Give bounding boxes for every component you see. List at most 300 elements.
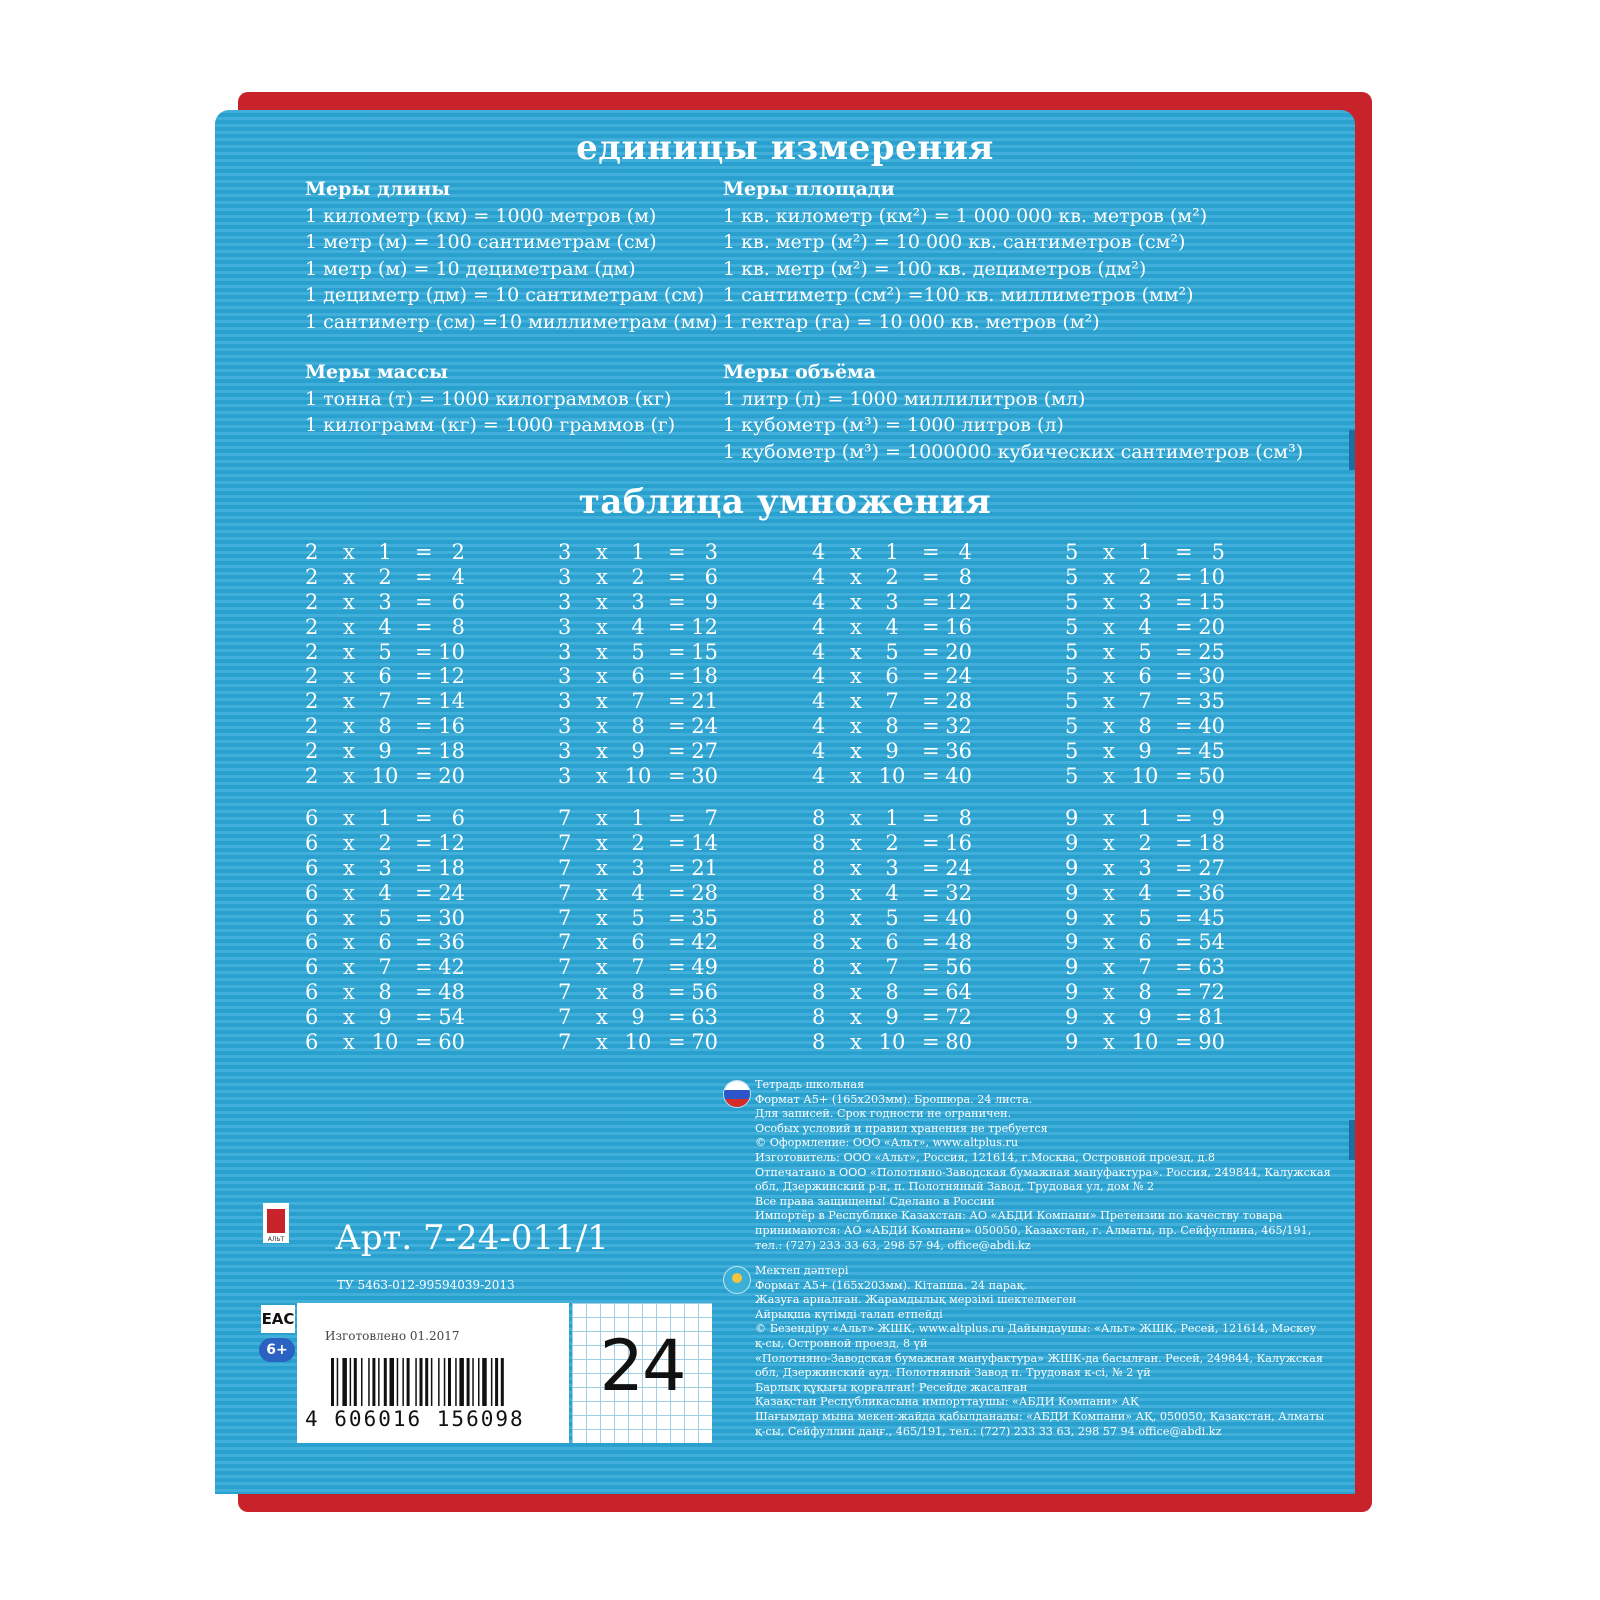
mt-factor: 9 xyxy=(1065,806,1079,830)
mt-equals: = xyxy=(1175,589,1193,614)
mt-equals: = xyxy=(668,564,686,589)
mt-times: x xyxy=(1103,540,1115,564)
mt-equals: = xyxy=(922,664,940,689)
mt-multiplier: 8 xyxy=(885,980,899,1005)
mt-multiplier: 9 xyxy=(1138,1005,1152,1030)
mt-times: x xyxy=(596,614,608,639)
mt-result: 27 xyxy=(1198,855,1225,880)
mt-times: x xyxy=(1103,714,1115,739)
mt-times: x xyxy=(343,1030,355,1055)
mt-equals: = xyxy=(668,764,686,789)
mt-result: 4 xyxy=(958,540,972,564)
mt-result: 9 xyxy=(1211,806,1225,830)
mt-times: x xyxy=(343,905,355,930)
mt-times: x xyxy=(850,905,862,930)
mt-factor: 4 xyxy=(812,589,826,614)
mt-equals: = xyxy=(1175,855,1193,880)
mt-times: x xyxy=(596,589,608,614)
mt-equals: = xyxy=(922,564,940,589)
mt-result: 6 xyxy=(451,589,465,614)
info-ru-line: Для записей. Срок годности не ограничен. xyxy=(755,1107,1012,1121)
mt-result: 30 xyxy=(438,905,465,930)
mt-times: x xyxy=(1103,614,1115,639)
mt-result: 36 xyxy=(1198,880,1225,905)
mt-factor: 8 xyxy=(812,1030,826,1055)
mt-result: 18 xyxy=(438,739,465,764)
mt-factor: 5 xyxy=(1065,540,1079,564)
mt-factor: 7 xyxy=(558,830,572,855)
mt-factor: 6 xyxy=(305,930,319,955)
mt-result: 9 xyxy=(704,589,718,614)
mt-result: 36 xyxy=(945,739,972,764)
mt-equals: = xyxy=(922,980,940,1005)
mt-times: x xyxy=(343,540,355,564)
mt-multiplier: 10 xyxy=(1131,764,1159,789)
mt-equals: = xyxy=(415,564,433,589)
mt-times: x xyxy=(850,689,862,714)
mt-result: 72 xyxy=(945,1005,972,1030)
mt-equals: = xyxy=(668,664,686,689)
length-line: 1 сантиметр (см) =10 миллиметрам (мм) xyxy=(305,310,718,333)
mt-factor: 3 xyxy=(558,614,572,639)
mt-factor: 7 xyxy=(558,880,572,905)
mt-times: x xyxy=(596,880,608,905)
mt-factor: 5 xyxy=(1065,589,1079,614)
info-ru-line: Формат А5+ (165x203мм). Брошюра. 24 листа. xyxy=(755,1092,1033,1106)
mt-result: 40 xyxy=(945,905,972,930)
info-kz-block xyxy=(755,1264,1324,1439)
mt-equals: = xyxy=(668,880,686,905)
mt-factor: 7 xyxy=(558,955,572,980)
mt-factor: 9 xyxy=(1065,930,1079,955)
mt-times: x xyxy=(850,639,862,664)
mt-equals: = xyxy=(668,739,686,764)
area-heading: Меры площади xyxy=(723,178,895,200)
area-line: 1 кв. метр (м²) = 100 кв. дециметров (дм²) xyxy=(723,257,1147,280)
mt-result: 48 xyxy=(945,930,972,955)
mt-multiplier: 8 xyxy=(631,980,645,1005)
mt-equals: = xyxy=(922,714,940,739)
kazakhstan-flag-icon xyxy=(723,1266,751,1294)
mt-factor: 5 xyxy=(1065,714,1079,739)
mt-times: x xyxy=(850,930,862,955)
mt-times: x xyxy=(596,806,608,830)
mt-times: x xyxy=(1103,589,1115,614)
mt-times: x xyxy=(850,764,862,789)
mt-times: x xyxy=(1103,1005,1115,1030)
mt-equals: = xyxy=(1175,664,1193,689)
mt-result: 54 xyxy=(1198,930,1225,955)
logo-icon xyxy=(267,1209,285,1233)
info-ru-line: © Оформление: ООО «Альт», www.altplus.ru xyxy=(755,1136,1019,1150)
mt-times: x xyxy=(850,564,862,589)
info-ru-line: обл, Дзержинский р-н, п. Полотняный Завод, Трудовая ул, дом № 2 xyxy=(755,1180,1155,1194)
mt-factor: 8 xyxy=(812,955,826,980)
mt-times: x xyxy=(1103,639,1115,664)
mt-result: 18 xyxy=(438,855,465,880)
mt-factor: 8 xyxy=(812,830,826,855)
mt-times: x xyxy=(596,540,608,564)
mt-equals: = xyxy=(922,540,940,564)
mt-result: 56 xyxy=(945,955,972,980)
mt-result: 35 xyxy=(691,905,718,930)
mt-equals: = xyxy=(668,980,686,1005)
mt-times: x xyxy=(1103,980,1115,1005)
mt-multiplier: 2 xyxy=(378,564,392,589)
mt-times: x xyxy=(850,739,862,764)
mt-multiplier: 3 xyxy=(1138,855,1152,880)
volume-heading: Меры объёма xyxy=(723,361,876,383)
mt-equals: = xyxy=(922,855,940,880)
mt-equals: = xyxy=(415,764,433,789)
mt-times: x xyxy=(1103,689,1115,714)
mt-multiplier: 3 xyxy=(1138,589,1152,614)
mt-result: 45 xyxy=(1198,739,1225,764)
mt-equals: = xyxy=(415,540,433,564)
length-block xyxy=(305,176,718,336)
mt-factor: 7 xyxy=(558,980,572,1005)
mt-factor: 8 xyxy=(812,980,826,1005)
alt-logo xyxy=(263,1203,289,1243)
mt-factor: 3 xyxy=(558,764,572,789)
mt-equals: = xyxy=(415,639,433,664)
mt-times: x xyxy=(596,980,608,1005)
article-number: Арт. 7-24-011/1 xyxy=(335,1218,609,1258)
mt-equals: = xyxy=(415,905,433,930)
mt-times: x xyxy=(596,664,608,689)
mt-times: x xyxy=(850,589,862,614)
mt-equals: = xyxy=(668,1005,686,1030)
tu-code: ТУ 5463-012-99594039-2013 xyxy=(337,1278,515,1292)
mt-equals: = xyxy=(668,589,686,614)
mt-multiplier: 9 xyxy=(631,1005,645,1030)
mt-multiplier: 9 xyxy=(378,739,392,764)
mt-multiplier: 1 xyxy=(631,806,645,830)
mt-result: 15 xyxy=(691,639,718,664)
area-block xyxy=(723,176,1207,336)
mt-times: x xyxy=(343,614,355,639)
mt-factor: 7 xyxy=(558,905,572,930)
mt-factor: 8 xyxy=(812,1005,826,1030)
info-kz-line: обл, Дзержинский ауд. Полотняный Завод п. Трудовая к-сі, № 2 үй xyxy=(755,1366,1151,1380)
mt-equals: = xyxy=(922,614,940,639)
mt-equals: = xyxy=(415,980,433,1005)
mt-equals: = xyxy=(922,1005,940,1030)
mt-multiplier: 9 xyxy=(1138,739,1152,764)
mt-factor: 4 xyxy=(812,739,826,764)
age-rating-badge: 6+ xyxy=(259,1338,295,1362)
mt-times: x xyxy=(850,664,862,689)
mt-factor: 4 xyxy=(812,639,826,664)
mt-result: 8 xyxy=(958,806,972,830)
info-ru-line: Особых условий и правил хранения не требуется xyxy=(755,1121,1048,1135)
mt-times: x xyxy=(596,714,608,739)
barcode-number: 4 606016 156098 xyxy=(305,1407,525,1431)
mt-factor: 2 xyxy=(305,614,319,639)
mt-result: 4 xyxy=(451,564,465,589)
mt-times: x xyxy=(343,564,355,589)
sheet-count-box xyxy=(572,1303,712,1443)
mt-multiplier: 2 xyxy=(1138,830,1152,855)
mt-times: x xyxy=(850,540,862,564)
mt-equals: = xyxy=(1175,614,1193,639)
mt-result: 8 xyxy=(451,614,465,639)
mt-times: x xyxy=(596,564,608,589)
mt-result: 12 xyxy=(438,830,465,855)
mt-equals: = xyxy=(922,689,940,714)
mt-factor: 2 xyxy=(305,589,319,614)
mt-equals: = xyxy=(668,830,686,855)
mt-multiplier: 6 xyxy=(631,930,645,955)
mt-multiplier: 7 xyxy=(631,955,645,980)
mt-factor: 9 xyxy=(1065,1005,1079,1030)
volume-block xyxy=(723,359,1303,465)
volume-line: 1 кубометр (м³) = 1000000 кубических сантиметров (см³) xyxy=(723,440,1304,463)
mt-result: 70 xyxy=(691,1030,718,1055)
mt-result: 30 xyxy=(1198,664,1225,689)
info-kz-line: Шағымдар мына мекен-жайда қабылданады: «АБДИ Компани» АҚ, 050050, Қазақстан, Алматы xyxy=(755,1409,1325,1423)
mt-multiplier: 3 xyxy=(631,855,645,880)
length-line: 1 метр (м) = 100 сантиметрам (см) xyxy=(305,231,657,254)
mt-factor: 4 xyxy=(812,689,826,714)
length-line: 1 километр (км) = 1000 метров (м) xyxy=(305,204,657,227)
mt-times: x xyxy=(343,664,355,689)
mt-times: x xyxy=(1103,1030,1115,1055)
info-ru-line: Отпечатано в ООО «Полотняно-Заводская бумажная мануфактура». Россия, 249844, Калужская xyxy=(755,1165,1331,1179)
mt-result: 8 xyxy=(958,564,972,589)
mt-equals: = xyxy=(1175,980,1193,1005)
mt-multiplier: 8 xyxy=(885,714,899,739)
mt-equals: = xyxy=(415,614,433,639)
mt-result: 20 xyxy=(1198,614,1225,639)
mt-result: 3 xyxy=(704,540,718,564)
mt-multiplier: 4 xyxy=(885,880,899,905)
mt-times: x xyxy=(343,714,355,739)
mt-times: x xyxy=(343,764,355,789)
mt-result: 16 xyxy=(438,714,465,739)
mt-times: x xyxy=(1103,664,1115,689)
mt-result: 24 xyxy=(945,855,972,880)
mt-multiplier: 8 xyxy=(378,714,392,739)
mt-times: x xyxy=(1103,955,1115,980)
mt-times: x xyxy=(343,955,355,980)
mt-result: 10 xyxy=(438,639,465,664)
mt-equals: = xyxy=(415,930,433,955)
mt-multiplier: 10 xyxy=(624,764,652,789)
mt-factor: 9 xyxy=(1065,980,1079,1005)
mt-equals: = xyxy=(1175,1030,1193,1055)
mt-factor: 6 xyxy=(305,855,319,880)
mt-factor: 3 xyxy=(558,714,572,739)
mt-multiplier: 1 xyxy=(1138,540,1152,564)
mt-result: 28 xyxy=(945,689,972,714)
area-line: 1 гектар (га) = 10 000 кв. метров (м²) xyxy=(723,310,1100,333)
mt-result: 21 xyxy=(691,689,718,714)
mt-multiplier: 8 xyxy=(1138,714,1152,739)
mt-factor: 9 xyxy=(1065,855,1079,880)
mt-result: 18 xyxy=(1198,830,1225,855)
mt-multiplier: 3 xyxy=(885,589,899,614)
mt-times: x xyxy=(850,955,862,980)
mt-result: 6 xyxy=(451,806,465,830)
mt-multiplier: 4 xyxy=(1138,614,1152,639)
mt-factor: 9 xyxy=(1065,905,1079,930)
mt-result: 16 xyxy=(945,614,972,639)
mt-result: 63 xyxy=(691,1005,718,1030)
mass-line: 1 тонна (т) = 1000 килограммов (кг) xyxy=(305,387,672,410)
mt-result: 30 xyxy=(691,764,718,789)
mt-result: 12 xyxy=(945,589,972,614)
mt-multiplier: 7 xyxy=(631,689,645,714)
logo-text: АЛЬТ xyxy=(267,1236,285,1243)
mt-factor: 6 xyxy=(305,1030,319,1055)
made-date: Изготовлено 01.2017 xyxy=(325,1329,460,1343)
mt-factor: 6 xyxy=(305,955,319,980)
mt-multiplier: 1 xyxy=(1138,806,1152,830)
mt-factor: 7 xyxy=(558,1030,572,1055)
mt-multiplier: 9 xyxy=(631,739,645,764)
mt-result: 49 xyxy=(691,955,718,980)
info-ru-line: Импортёр в Республике Казахстан: АО «АБДИ Компани» Претензии по качеству товара xyxy=(755,1209,1283,1223)
mt-multiplier: 4 xyxy=(631,880,645,905)
mt-multiplier: 6 xyxy=(1138,930,1152,955)
mt-equals: = xyxy=(415,689,433,714)
mt-multiplier: 5 xyxy=(378,639,392,664)
mt-factor: 5 xyxy=(1065,739,1079,764)
mt-times: x xyxy=(850,855,862,880)
mt-factor: 7 xyxy=(558,1005,572,1030)
mt-times: x xyxy=(596,905,608,930)
mt-result: 28 xyxy=(691,880,718,905)
mt-multiplier: 8 xyxy=(378,980,392,1005)
mt-multiplier: 6 xyxy=(378,664,392,689)
mt-equals: = xyxy=(922,739,940,764)
mt-times: x xyxy=(596,855,608,880)
mt-equals: = xyxy=(1175,930,1193,955)
mt-factor: 2 xyxy=(305,664,319,689)
mt-times: x xyxy=(343,689,355,714)
mt-factor: 5 xyxy=(1065,764,1079,789)
info-kz-line: Формат А5+ (165x203мм). Кітапша. 24 парақ. xyxy=(755,1278,1027,1292)
mt-factor: 8 xyxy=(812,806,826,830)
mt-result: 24 xyxy=(945,664,972,689)
mt-result: 18 xyxy=(691,664,718,689)
info-kz-line: «Полотняно-Заводская бумажная мануфактура» ЖШК-да басылған. Ресей, 249844, Калужская xyxy=(755,1351,1323,1365)
mt-times: x xyxy=(343,855,355,880)
mt-times: x xyxy=(596,930,608,955)
info-kz-line: Айрықша күтімді талап етпейді xyxy=(755,1307,943,1321)
mt-result: 15 xyxy=(1198,589,1225,614)
mt-factor: 4 xyxy=(812,764,826,789)
mt-times: x xyxy=(343,930,355,955)
mt-equals: = xyxy=(1175,806,1193,830)
mt-factor: 4 xyxy=(812,664,826,689)
mt-factor: 6 xyxy=(305,1005,319,1030)
mt-equals: = xyxy=(668,614,686,639)
mt-times: x xyxy=(850,980,862,1005)
mt-factor: 5 xyxy=(1065,639,1079,664)
mt-factor: 6 xyxy=(305,806,319,830)
mt-times: x xyxy=(1103,830,1115,855)
mt-times: x xyxy=(850,614,862,639)
info-ru-line: Изготовитель: ООО «Альт», Россия, 121614, г.Москва, Островной проезд, д.8 xyxy=(755,1150,1216,1164)
mt-times: x xyxy=(1103,880,1115,905)
mt-multiplier: 2 xyxy=(631,830,645,855)
mt-multiplier: 10 xyxy=(878,764,906,789)
mt-multiplier: 2 xyxy=(885,830,899,855)
mt-times: x xyxy=(343,980,355,1005)
mt-multiplier: 10 xyxy=(624,1030,652,1055)
mt-times: x xyxy=(596,739,608,764)
mt-times: x xyxy=(1103,739,1115,764)
mt-multiplier: 7 xyxy=(1138,955,1152,980)
mt-equals: = xyxy=(922,905,940,930)
mt-multiplier: 5 xyxy=(378,905,392,930)
mt-result: 5 xyxy=(1211,540,1225,564)
mt-result: 50 xyxy=(1198,764,1225,789)
mt-result: 32 xyxy=(945,714,972,739)
info-kz-line: Жазуға арналған. Жарамдылық мерзімі шектелмеген xyxy=(755,1293,1077,1307)
mt-multiplier: 5 xyxy=(1138,905,1152,930)
mt-equals: = xyxy=(922,830,940,855)
mt-factor: 3 xyxy=(558,739,572,764)
mt-times: x xyxy=(1103,564,1115,589)
mt-factor: 5 xyxy=(1065,664,1079,689)
mt-times: x xyxy=(596,764,608,789)
mt-times: x xyxy=(343,589,355,614)
cover-edge-tab xyxy=(1349,430,1355,470)
mt-equals: = xyxy=(1175,905,1193,930)
mt-result: 36 xyxy=(438,930,465,955)
mt-times: x xyxy=(343,639,355,664)
mt-equals: = xyxy=(1175,764,1193,789)
mt-times: x xyxy=(343,806,355,830)
mt-multiplier: 9 xyxy=(885,1005,899,1030)
mt-times: x xyxy=(850,830,862,855)
mt-multiplier: 6 xyxy=(378,930,392,955)
mt-equals: = xyxy=(668,905,686,930)
mt-result: 72 xyxy=(1198,980,1225,1005)
mt-result: 64 xyxy=(945,980,972,1005)
mt-multiplier: 9 xyxy=(885,739,899,764)
info-ru-line: Тетрадь школьная xyxy=(755,1078,865,1091)
mt-factor: 9 xyxy=(1065,880,1079,905)
eac-mark: EAC xyxy=(261,1305,295,1333)
mt-equals: = xyxy=(922,639,940,664)
mt-factor: 6 xyxy=(305,980,319,1005)
mt-times: x xyxy=(343,880,355,905)
mt-factor: 9 xyxy=(1065,955,1079,980)
info-ru-line: Все права защищены! Сделано в России xyxy=(755,1194,995,1208)
mt-result: 81 xyxy=(1198,1005,1225,1030)
mt-equals: = xyxy=(922,589,940,614)
mt-multiplier: 4 xyxy=(631,614,645,639)
mt-factor: 3 xyxy=(558,664,572,689)
mt-times: x xyxy=(596,689,608,714)
mt-multiplier: 3 xyxy=(631,589,645,614)
mt-result: 24 xyxy=(438,880,465,905)
mt-equals: = xyxy=(1175,540,1193,564)
mt-result: 60 xyxy=(438,1030,465,1055)
mt-factor: 3 xyxy=(558,589,572,614)
mt-equals: = xyxy=(415,664,433,689)
mt-multiplier: 4 xyxy=(378,880,392,905)
mt-equals: = xyxy=(668,955,686,980)
russia-flag-icon xyxy=(723,1080,751,1108)
mt-result: 40 xyxy=(945,764,972,789)
mass-line: 1 килограмм (кг) = 1000 граммов (г) xyxy=(305,414,676,437)
mt-result: 2 xyxy=(451,540,465,564)
